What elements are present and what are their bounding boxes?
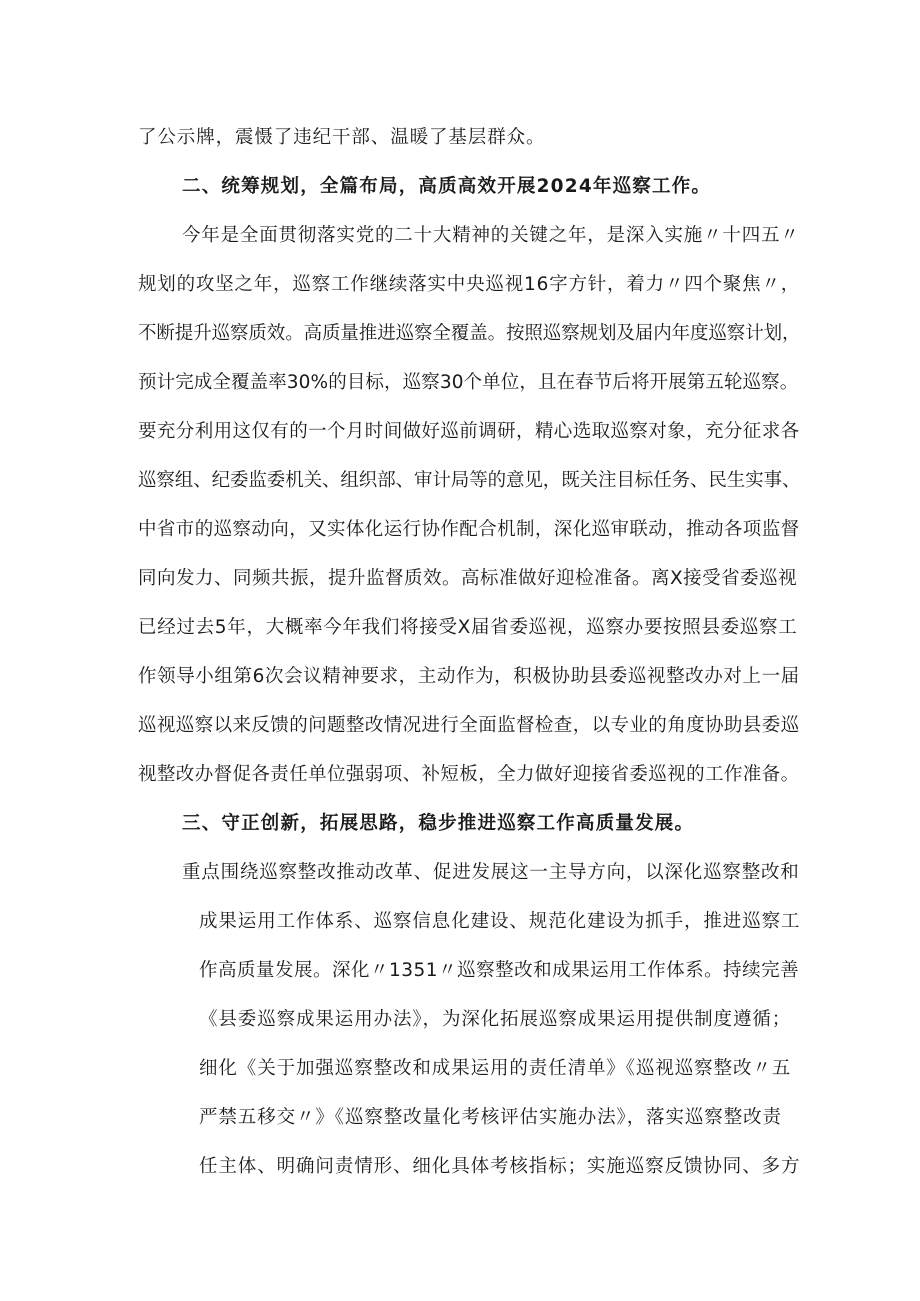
section-2-line: 巡视巡察以来反馈的问题整改情况进行全面监督检查，以专业的角度协助县委巡 — [138, 715, 800, 736]
continuation-line: 了公示牌，震慑了违纪干部、温暖了基层群众。 — [138, 127, 546, 148]
section-2-line: 规划的攻坚之年，巡察工作继续落实中央巡视16字方针，着力〃四个聚焦〃， — [138, 274, 801, 295]
section-2-line: 视整改办督促各责任单位强弱项、补短板，全力做好迎接省委巡视的工作准备。 — [138, 764, 800, 785]
section-2-line: 巡察组、纪委监委机关、组织部、审计局等的意见，既关注目标任务、民生实事、 — [138, 470, 801, 491]
section-2-heading: 二、统筹规划，全篇布局，高质高效开展2024年巡察工作。 — [182, 176, 712, 197]
section-3-line: 严禁五移交〃》《巡察整改量化考核评估实施办法》，落实巡察整改责 — [199, 1107, 782, 1128]
section-3-line: 细化《关于加强巡察整改和成果运用的责任清单》《巡视巡察整改〃五 — [199, 1058, 792, 1079]
section-3-heading: 三、守正创新，拓展思路，稳步推进巡察工作高质量发展。 — [182, 813, 695, 834]
section-3-line: 作高质量发展。深化〃1351〃巡察整改和成果运用工作体系。持续完善 — [199, 960, 800, 981]
section-2-line: 已经过去5年，大概率今年我们将接受X届省委巡视，巡察办要按照县委巡察工 — [138, 617, 798, 638]
section-2-line: 同向发力、同频共振，提升监督质效。高标准做好迎检准备。离X接受省委巡视 — [138, 568, 798, 589]
section-3-line: 成果运用工作体系、巡察信息化建设、规范化建设为抓手，推进巡察工 — [199, 911, 801, 932]
section-2-line: 中省市的巡察动向，又实体化运行协作配合机制，深化巡审联动，推动各项监督 — [138, 519, 800, 540]
section-2-line: 要充分利用这仅有的一个月时间做好巡前调研，精心选取巡察对象，充分征求各 — [138, 421, 800, 442]
section-2-line: 预计完成全覆盖率30%的目标，巡察30个单位，且在春节后将开展第五轮巡察。 — [138, 372, 799, 393]
section-3-line: 重点围绕巡察整改推动改革、促进发展这一主导方向，以深化巡察整改和 — [182, 862, 800, 883]
section-3-line: 任主体、明确问责情形、细化具体考核指标；实施巡察反馈协同、多方 — [199, 1156, 801, 1177]
section-2-line: 作领导小组第6次会议精神要求，主动作为，积极协助县委巡视整改办对上一届 — [138, 666, 800, 687]
section-2-line: 今年是全面贯彻落实党的二十大精神的关键之年，是深入实施〃十四五〃 — [182, 225, 800, 246]
section-2-line: 不断提升巡察质效。高质量推进巡察全覆盖。按照巡察规划及届内年度巡察计划， — [138, 323, 801, 344]
section-3-line: 《县委巡察成果运用办法》，为深化拓展巡察成果运用提供制度遵循； — [199, 1009, 792, 1030]
